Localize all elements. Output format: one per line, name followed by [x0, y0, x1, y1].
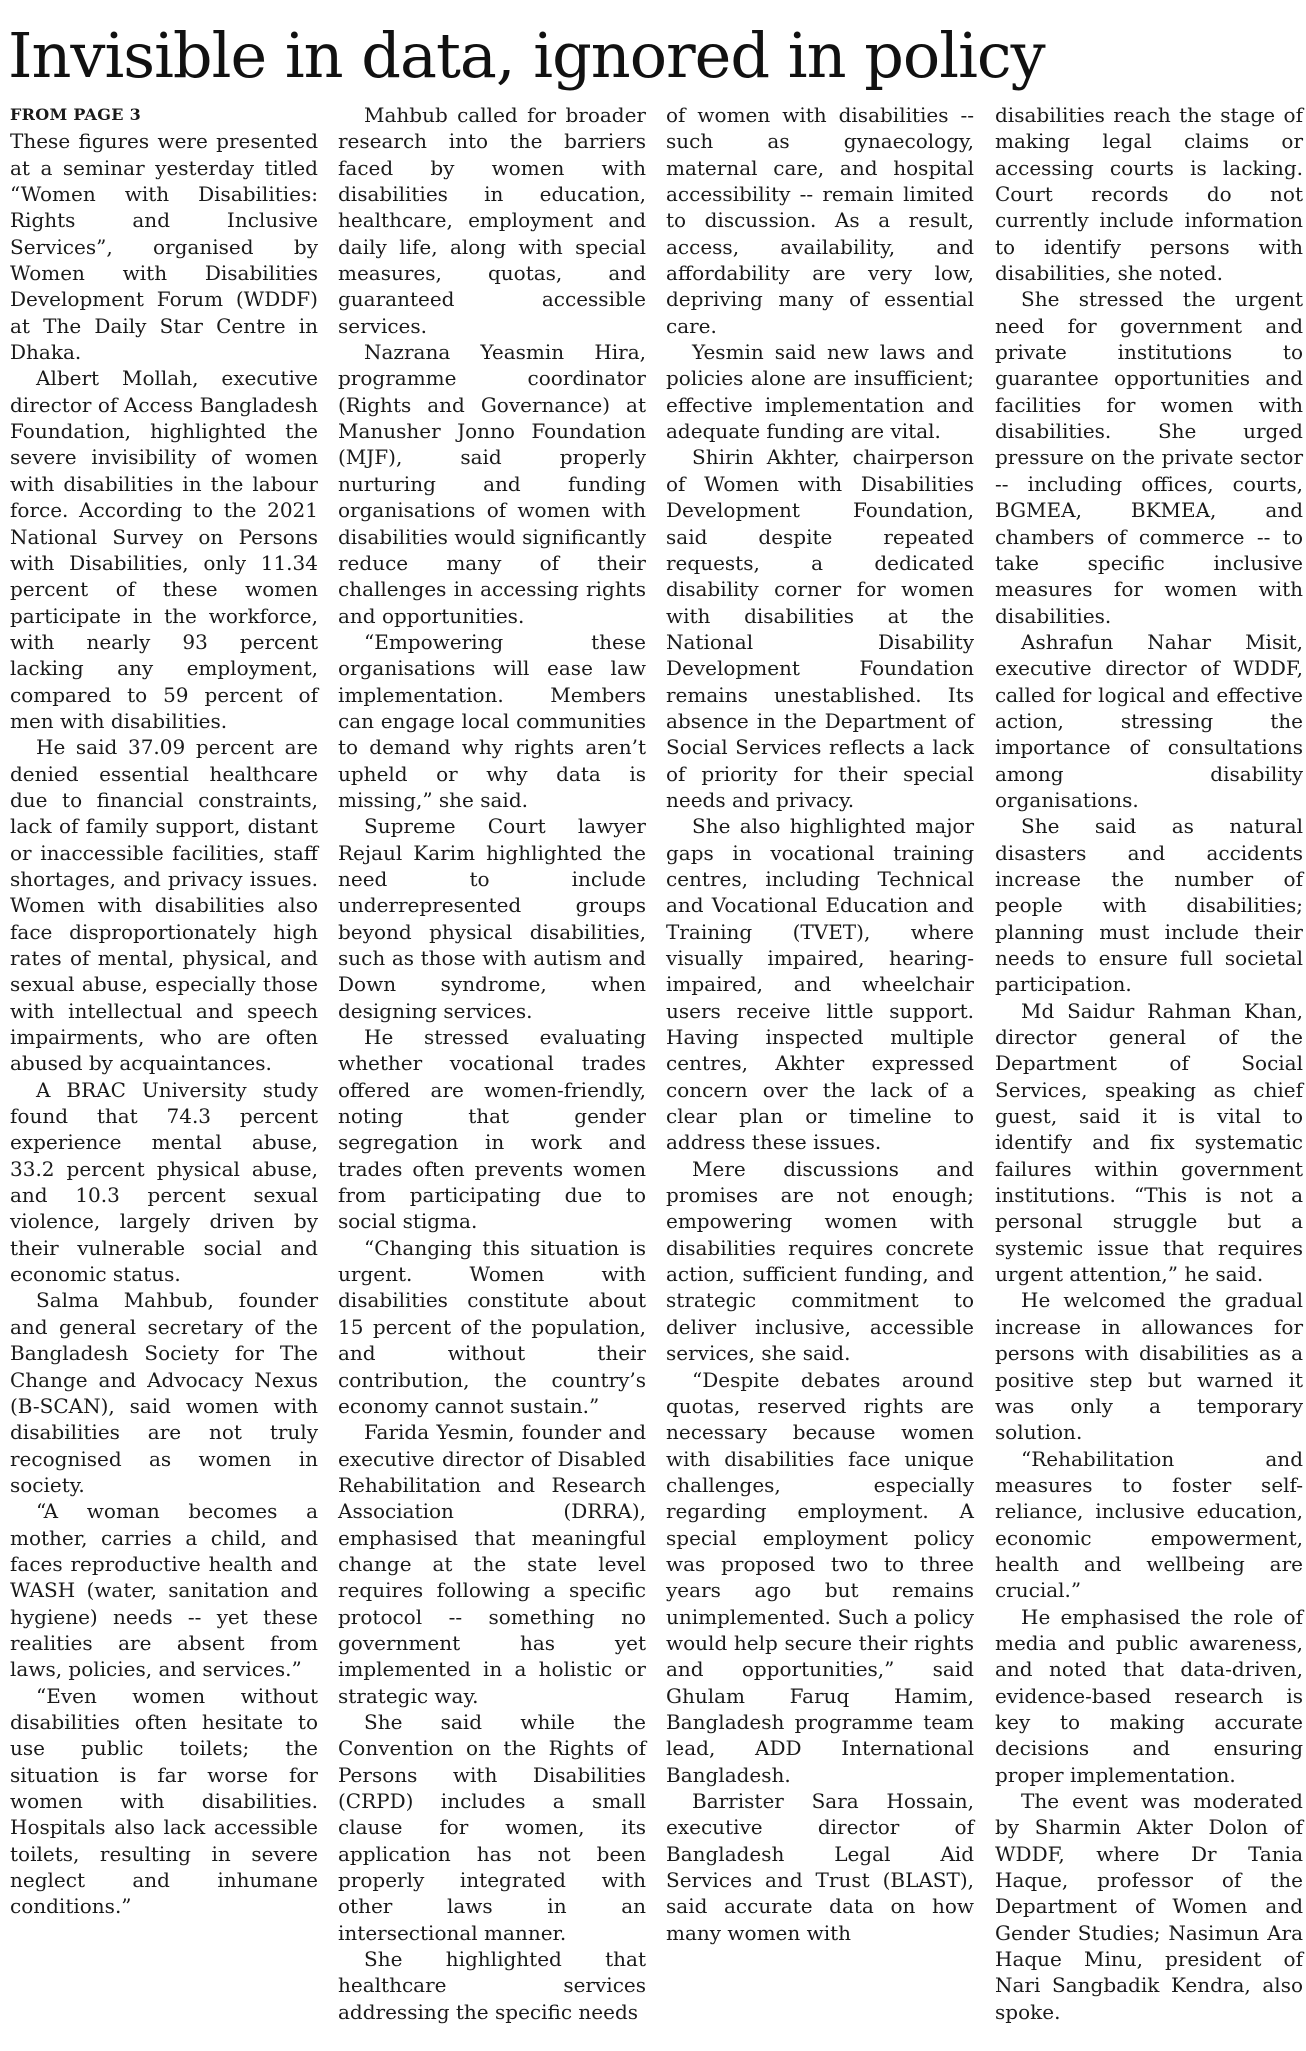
- paragraph: She also highlighted major gaps in vocational training centres, including Technical and Vocational Education and Training (TVET), where visually impaired, hearing-impaired, and wheelchair users receive little support. Having inspected multiple centres, Akhter expressed concern over the lack of a clear plan or timeline to address these issues.: [666, 814, 974, 1155]
- article-column-1: [10, 102, 318, 1920]
- paragraph: Ashrafun Nahar Misit, executive director of WDDF, called for logical and effective action, stressing the importance of consultations among disability organisations.: [995, 629, 1303, 812]
- paragraph: He stressed evaluating whether vocational trades offered are women-friendly, noting that gender segregation in work and trades often prevents women from participating due to social stigma.: [338, 1025, 646, 1234]
- paragraph: A BRAC University study found that 74.3 percent experience mental abuse, 33.2 percent physical abuse, and 10.3 percent sexual violence, largely driven by their vulnerable social and economic status.: [10, 1077, 318, 1287]
- paragraph: of women with disabilities -- such as gynaecology, maternal care, and hospital accessibility -- remain limited to discussion. As a result, access, availability, and affordability are very low, depriving many of essential care.: [666, 103, 974, 338]
- paragraph: Mere discussions and promises are not enough; empowering women with disabilities requires concrete action, sufficient funding, and strategic commitment to deliver inclusive, accessible services, she said.: [666, 1156, 974, 1366]
- article-column-4: [995, 102, 1303, 2025]
- paragraph: Nazrana Yeasmin Hira, programme coordinator (Rights and Governance) at Manusher Jonno Foundation (MJF), said properly nurturing and funding organisations of women with disabilities would significantly reduce many of their challenges in accessing rights and opportunities.: [338, 340, 646, 628]
- paragraph: These figures were presented at a seminar yesterday titled “Women with Disabilities: Rights and Inclusive Services”, organised by Women with Disabilities Development Forum (WDDF) at The Daily Star Centre in Dhaka.: [10, 129, 318, 365]
- paragraph: He said 37.09 percent are denied essential healthcare due to financial constraints, lack of family support, distant or inaccessible facilities, staff shortages, and privacy issues. Women with disabilities also face disproportionately high rates of mental, physical, and sexual abuse, especially those with intellectual and speech impairments, who are often abused by acquaintances.: [10, 735, 318, 1076]
- paragraph: Md Saidur Rahman Khan, director general of the Department of Social Services, speaking as chief guest, said it is vital to identify and fix systematic failures within government institutions. “This is not a personal struggle but a systemic issue that requires urgent attention,” he said.: [995, 998, 1303, 1287]
- paragraph: “A woman becomes a mother, carries a child, and faces reproductive health and WASH (water, sanitation and hygiene) needs -- yet these realities are absent from laws, policies, and services.”: [10, 1499, 318, 1682]
- paragraph: Supreme Court lawyer Rejaul Karim highlighted the need to include underrepresented groups beyond physical disabilities, such as those with autism and Down syndrome, when designing services.: [338, 814, 646, 1023]
- paragraph: “Despite debates around quotas, reserved rights are necessary because women with disabilities face unique challenges, especially regarding employment. A special employment policy was proposed two to three years ago but remains unimplemented. Such a policy would help secure their rights and opportunities,” said Ghulam Faruq Hamim, Bangladesh programme team lead, ADD International Bangladesh.: [666, 1367, 974, 1787]
- paragraph: “Empowering these organisations will ease law implementation. Members can engage local communities to demand why rights aren’t upheld or why data is missing,” she said.: [338, 629, 646, 812]
- paragraph: Yesmin said new laws and policies alone are insufficient; effective implementation and adequate funding are vital.: [666, 340, 974, 444]
- paragraph: She highlighted that healthcare services addressing the specific needs: [338, 1947, 646, 2024]
- headline: Invisible in data, ignored in policy: [8, 19, 1045, 92]
- paragraph: Farida Yesmin, founder and executive director of Disabled Rehabilitation and Research Association (DRRA), emphasised that meaningful change at the state level requires following a specific protocol -- something no government has yet implemented in a holistic or strategic way.: [338, 1420, 646, 1708]
- paragraph: Albert Mollah, executive director of Access Bangladesh Foundation, highlighted the severe invisibility of women with disabilities in the labour force. According to the 2021 National Survey on Persons with Disabilities, only 11.34 percent of these women participate in the workforce, with nearly 93 percent lacking any employment, compared to 59 percent of men with disabilities.: [10, 366, 318, 733]
- paragraph: She stressed the urgent need for government and private institutions to guarantee opportunities and facilities for women with disabilities. She urged pressure on the private sector -- including offices, courts, BGMEA, BKMEA, and chambers of commerce -- to take specific inclusive measures for women with disabilities.: [995, 287, 1303, 628]
- paragraph: She said while the Convention on the Rights of Persons with Disabilities (CRPD) includes a small clause for women, its application has not been properly integrated with other laws in an intersectional manner.: [338, 1709, 646, 1945]
- paragraph: Shirin Akhter, chairperson of Women with Disabilities Development Foundation, said despite repeated requests, a dedicated disability corner for women with disabilities at the National Disability Development Foundation remains unestablished. Its absence in the Department of Social Services reflects a lack of priority for their special needs and privacy.: [666, 445, 974, 812]
- article-column-3: [666, 102, 974, 1946]
- paragraph: Barrister Sara Hossain, executive director of Bangladesh Legal Aid Services and Trust (BLAST), said accurate data on how many women with: [666, 1789, 974, 1945]
- paragraph: He emphasised the role of media and public awareness, and noted that data-driven, evidence-based research is key to making accurate decisions and ensuring proper implementation.: [995, 1604, 1303, 1787]
- paragraph: He welcomed the gradual increase in allowances for persons with disabilities as a positive step but warned it was only a temporary solution.: [995, 1288, 1303, 1445]
- paragraph: “Even women without disabilities often hesitate to use public toilets; the situation is far worse for women with disabilities. Hospitals also lack accessible toilets, resulting in severe neglect and inhumane conditions.”: [10, 1683, 318, 1919]
- paragraph: Mahbub called for broader research into the barriers faced by women with disabilities in education, healthcare, employment and daily life, along with special measures, quotas, and guaranteed accessible services.: [338, 103, 646, 338]
- paragraph: Salma Mahbub, founder and general secretary of the Bangladesh Society for The Change and Advocacy Nexus (B-SCAN), said women with disabilities are not truly recognised as women in society.: [10, 1288, 318, 1497]
- paragraph: “Rehabilitation and measures to foster self-reliance, inclusive education, economic empowerment, health and wellbeing are crucial.”: [995, 1446, 1303, 1603]
- paragraph: disabilities reach the stage of making legal claims or accessing courts is lacking. Court records do not currently include information to identify persons with disabilities, she noted.: [995, 103, 1303, 286]
- paragraph: The event was moderated by Sharmin Akter Dolon of WDDF, where Dr Tania Haque, professor of the Department of Women and Gender Studies; Nasimun Ara Haque Minu, president of Nari Sangbadik Kendra, also spoke.: [995, 1789, 1303, 2024]
- article-column-2: [338, 102, 646, 2025]
- paragraph: “Changing this situation is urgent. Women with disabilities constitute about 15 percent of the population, and without their contribution, the country’s economy cannot sustain.”: [338, 1235, 646, 1418]
- kicker-from-page: FROM PAGE 3: [10, 105, 142, 124]
- paragraph: She said as natural disasters and accidents increase the number of people with disabilities; planning must include their needs to ensure full societal participation.: [995, 814, 1303, 997]
